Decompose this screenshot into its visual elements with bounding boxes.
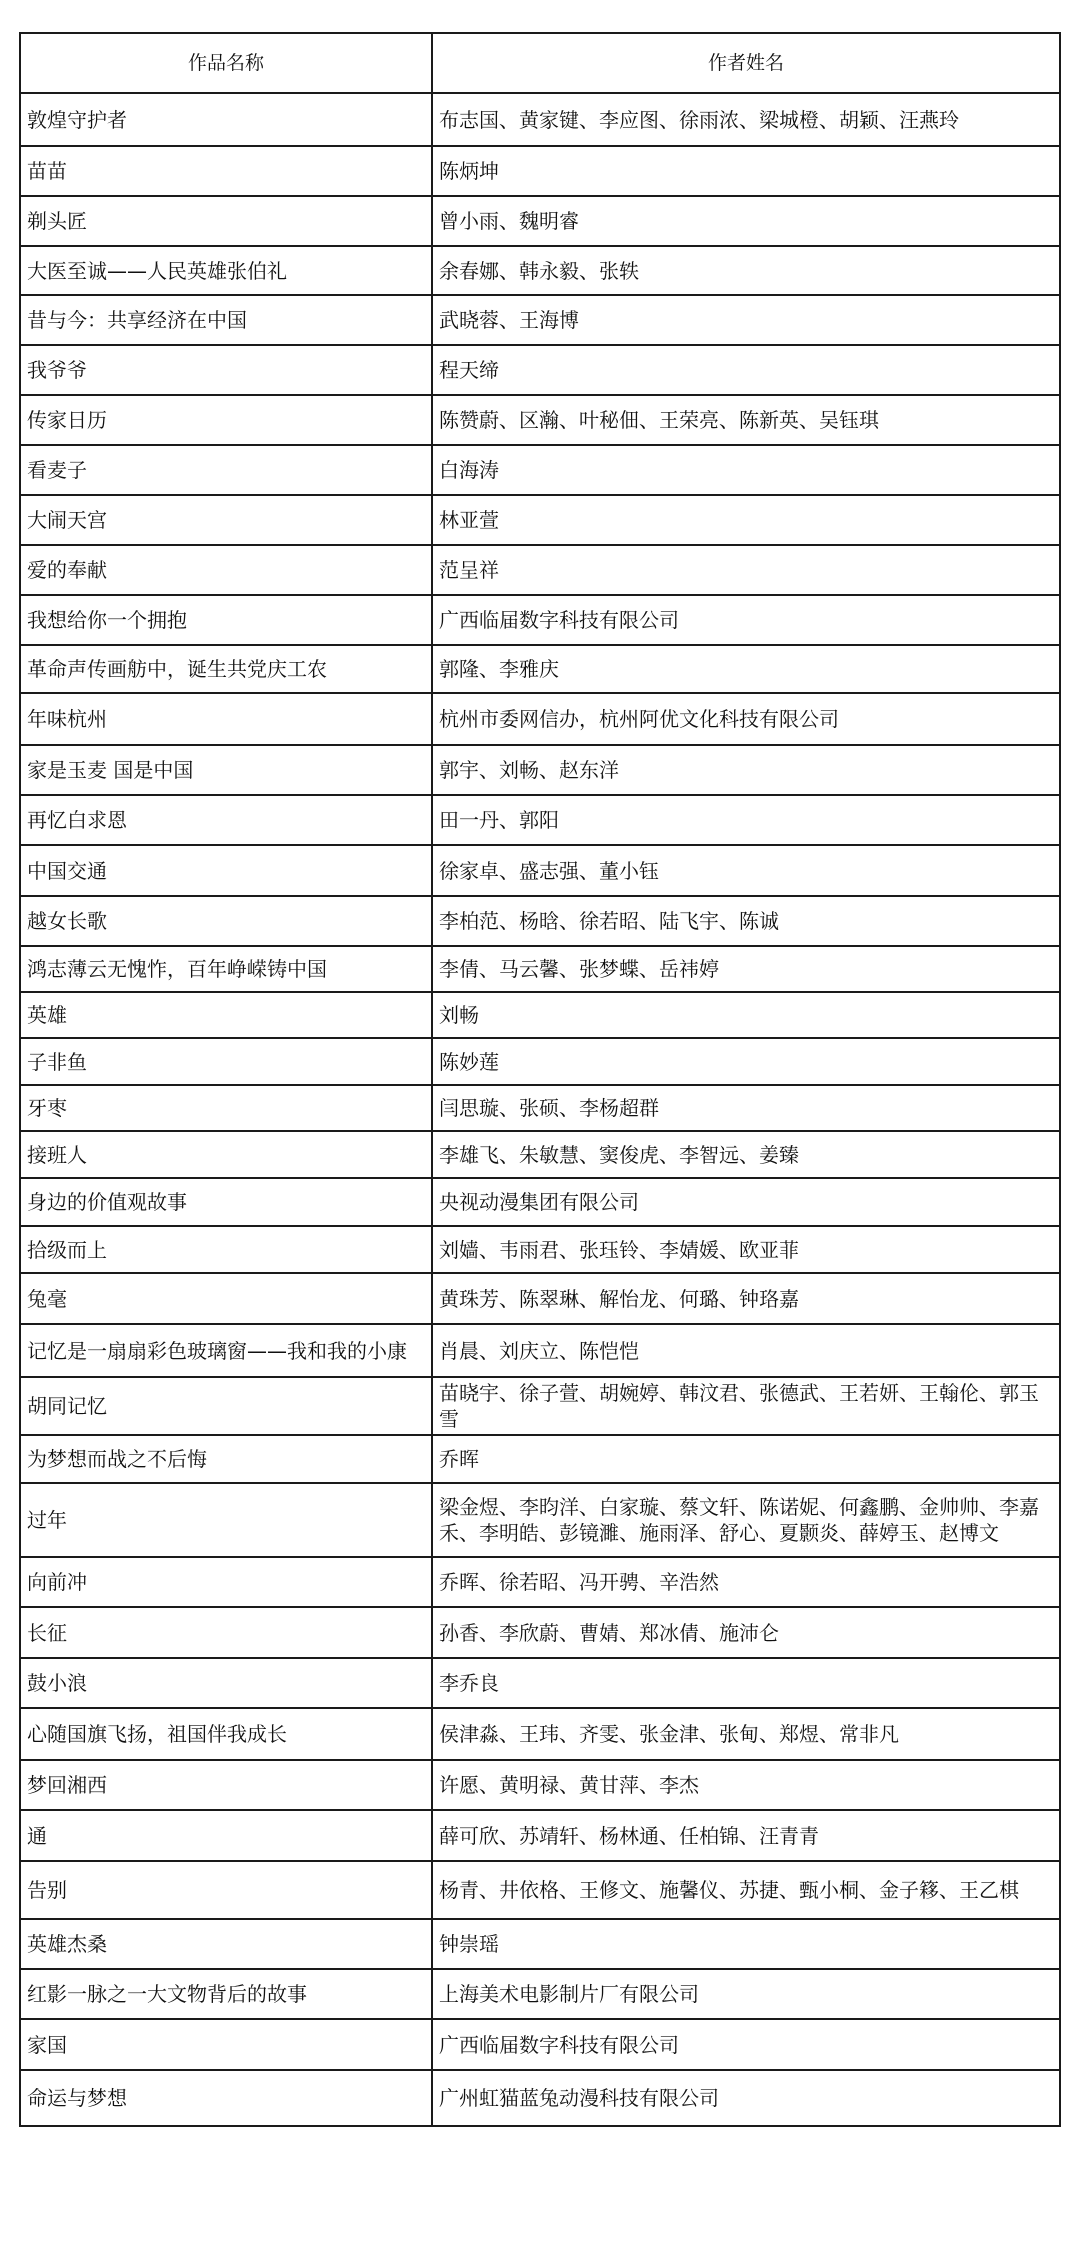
table-row [20, 1178, 1060, 1226]
work-title-cell: 再忆白求恩 [20, 795, 432, 845]
work-title-cell: 革命声传画舫中，诞生共党庆工农 [20, 645, 432, 693]
author-names-cell: 布志国、黄家键、李应图、徐雨浓、梁城橙、胡颖、汪燕玲 [432, 93, 1060, 146]
author-names-cell: 刘嫱、韦雨君、张珏铃、李婧媛、欧亚菲 [432, 1226, 1060, 1273]
table-row [20, 196, 1060, 246]
author-names-cell: 广州虹猫蓝兔动漫科技有限公司 [432, 2070, 1060, 2126]
table-row [20, 1607, 1060, 1658]
work-title-cell: 传家日历 [20, 395, 432, 445]
author-names-cell: 许愿、黄明禄、黄甘萍、李杰 [432, 1760, 1060, 1810]
work-title-cell: 接班人 [20, 1131, 432, 1178]
table-row [20, 395, 1060, 445]
author-names-cell: 白海涛 [432, 445, 1060, 495]
author-names-cell: 侯津淼、王玮、齐雯、张金津、张甸、郑煜、常非凡 [432, 1708, 1060, 1760]
table-body [20, 93, 1060, 2126]
table-row [20, 146, 1060, 196]
table-row [20, 795, 1060, 845]
work-title-cell: 过年 [20, 1483, 432, 1557]
table-row [20, 1273, 1060, 1324]
table-row [20, 745, 1060, 795]
author-names-cell: 孙香、李欣蔚、曹婧、郑冰倩、施沛仑 [432, 1607, 1060, 1658]
author-names-cell: 乔晖、徐若昭、冯开骋、辛浩然 [432, 1557, 1060, 1607]
table-row [20, 1658, 1060, 1708]
work-title-cell: 我想给你一个拥抱 [20, 595, 432, 645]
work-title-cell: 命运与梦想 [20, 2070, 432, 2126]
author-names-cell: 乔晖 [432, 1435, 1060, 1483]
work-title-cell: 英雄 [20, 992, 432, 1038]
work-title-cell: 胡同记忆 [20, 1377, 432, 1435]
table-row [20, 1708, 1060, 1760]
author-names-cell: 郭宇、刘畅、赵东洋 [432, 745, 1060, 795]
table-row [20, 2070, 1060, 2126]
author-names-cell: 刘畅 [432, 992, 1060, 1038]
table-row [20, 1760, 1060, 1810]
table-row [20, 845, 1060, 896]
table-row [20, 946, 1060, 992]
work-title-cell: 牙枣 [20, 1085, 432, 1131]
work-title-cell: 大闹天宫 [20, 495, 432, 545]
author-names-cell: 央视动漫集团有限公司 [432, 1178, 1060, 1226]
work-title-cell: 中国交通 [20, 845, 432, 896]
work-title-cell: 年味杭州 [20, 693, 432, 745]
work-title-cell: 敦煌守护者 [20, 93, 432, 146]
author-names-cell: 郭隆、李雅庆 [432, 645, 1060, 693]
header-author-names: 作者姓名 [432, 33, 1060, 93]
work-title-cell: 大医至诚——人民英雄张伯礼 [20, 246, 432, 295]
table-row [20, 1919, 1060, 1969]
works-table [19, 32, 1061, 2127]
work-title-cell: 向前冲 [20, 1557, 432, 1607]
author-names-cell: 李柏范、杨晗、徐若昭、陆飞宇、陈诚 [432, 896, 1060, 946]
work-title-cell: 长征 [20, 1607, 432, 1658]
table-row [20, 93, 1060, 146]
table-row [20, 445, 1060, 495]
header-work-title: 作品名称 [20, 33, 432, 93]
author-names-cell: 陈妙莲 [432, 1038, 1060, 1085]
author-names-cell: 上海美术电影制片厂有限公司 [432, 1969, 1060, 2019]
work-title-cell: 爱的奉献 [20, 545, 432, 595]
work-title-cell: 兔毫 [20, 1273, 432, 1324]
work-title-cell: 记忆是一扇扇彩色玻璃窗——我和我的小康 [20, 1324, 432, 1377]
work-title-cell: 苗苗 [20, 146, 432, 196]
work-title-cell: 身边的价值观故事 [20, 1178, 432, 1226]
award-list-sheet [19, 32, 1059, 2127]
table-row [20, 1483, 1060, 1557]
table-row [20, 1435, 1060, 1483]
work-title-cell: 我爷爷 [20, 345, 432, 395]
author-names-cell: 徐家卓、盛志强、董小钰 [432, 845, 1060, 896]
work-title-cell: 为梦想而战之不后悔 [20, 1435, 432, 1483]
author-names-cell: 李倩、马云馨、张梦蝶、岳祎婷 [432, 946, 1060, 992]
table-row [20, 246, 1060, 295]
author-names-cell: 杨青、井依格、王修文、施馨仪、苏捷、甄小桐、金子簃、王乙棋 [432, 1861, 1060, 1919]
work-title-cell: 鼓小浪 [20, 1658, 432, 1708]
table-row [20, 295, 1060, 345]
work-title-cell: 家是玉麦 国是中国 [20, 745, 432, 795]
table-row [20, 645, 1060, 693]
table-row [20, 992, 1060, 1038]
author-names-cell: 李乔良 [432, 1658, 1060, 1708]
table-row [20, 1557, 1060, 1607]
table-row [20, 345, 1060, 395]
work-title-cell: 英雄杰桑 [20, 1919, 432, 1969]
work-title-cell: 看麦子 [20, 445, 432, 495]
table-row [20, 693, 1060, 745]
table-row [20, 1377, 1060, 1435]
author-names-cell: 杭州市委网信办，杭州阿优文化科技有限公司 [432, 693, 1060, 745]
work-title-cell: 通 [20, 1810, 432, 1861]
table-row [20, 1131, 1060, 1178]
author-names-cell: 陈赞蔚、区瀚、叶秘佃、王荣亮、陈新英、吴钰琪 [432, 395, 1060, 445]
author-names-cell: 林亚萱 [432, 495, 1060, 545]
author-names-cell: 范呈祥 [432, 545, 1060, 595]
author-names-cell: 广西临届数字科技有限公司 [432, 595, 1060, 645]
author-names-cell: 闫思璇、张硕、李杨超群 [432, 1085, 1060, 1131]
work-title-cell: 心随国旗飞扬，祖国伴我成长 [20, 1708, 432, 1760]
work-title-cell: 昔与今：共享经济在中国 [20, 295, 432, 345]
table-row [20, 896, 1060, 946]
work-title-cell: 子非鱼 [20, 1038, 432, 1085]
table-row [20, 595, 1060, 645]
author-names-cell: 梁金煜、李昀洋、白家璇、蔡文轩、陈诺妮、何鑫鹏、金帅帅、李嘉禾、李明皓、彭镜濉、施雨泽、舒心、夏颢炎、薛婷玉、赵博文 [432, 1483, 1060, 1557]
table-row [20, 495, 1060, 545]
author-names-cell: 薛可欣、苏靖轩、杨林通、任柏锦、汪青青 [432, 1810, 1060, 1861]
table-row [20, 2019, 1060, 2070]
table-row [20, 545, 1060, 595]
work-title-cell: 红影一脉之一大文物背后的故事 [20, 1969, 432, 2019]
author-names-cell: 广西临届数字科技有限公司 [432, 2019, 1060, 2070]
work-title-cell: 告别 [20, 1861, 432, 1919]
work-title-cell: 剃头匠 [20, 196, 432, 246]
table-row [20, 1226, 1060, 1273]
table-row [20, 1324, 1060, 1377]
author-names-cell: 肖晨、刘庆立、陈恺恺 [432, 1324, 1060, 1377]
table-header-row [20, 33, 1060, 93]
work-title-cell: 鸿志薄云无愧怍，百年峥嵘铸中国 [20, 946, 432, 992]
table-row [20, 1038, 1060, 1085]
work-title-cell: 梦回湘西 [20, 1760, 432, 1810]
author-names-cell: 武晓蓉、王海博 [432, 295, 1060, 345]
author-names-cell: 曾小雨、魏明睿 [432, 196, 1060, 246]
author-names-cell: 苗晓宇、徐子萱、胡婉婷、韩汶君、张德武、王若妍、王翰伦、郭玉雪 [432, 1377, 1060, 1435]
author-names-cell: 黄珠芳、陈翠琳、解怡龙、何璐、钟珞嘉 [432, 1273, 1060, 1324]
work-title-cell: 拾级而上 [20, 1226, 432, 1273]
author-names-cell: 钟崇瑶 [432, 1919, 1060, 1969]
author-names-cell: 陈炳坤 [432, 146, 1060, 196]
author-names-cell: 程天缔 [432, 345, 1060, 395]
table-row [20, 1861, 1060, 1919]
work-title-cell: 家国 [20, 2019, 432, 2070]
table-row [20, 1085, 1060, 1131]
author-names-cell: 李雄飞、朱敏慧、窦俊虎、李智远、姜臻 [432, 1131, 1060, 1178]
table-row [20, 1969, 1060, 2019]
author-names-cell: 田一丹、郭阳 [432, 795, 1060, 845]
author-names-cell: 余春娜、韩永毅、张轶 [432, 246, 1060, 295]
table-row [20, 1810, 1060, 1861]
work-title-cell: 越女长歌 [20, 896, 432, 946]
